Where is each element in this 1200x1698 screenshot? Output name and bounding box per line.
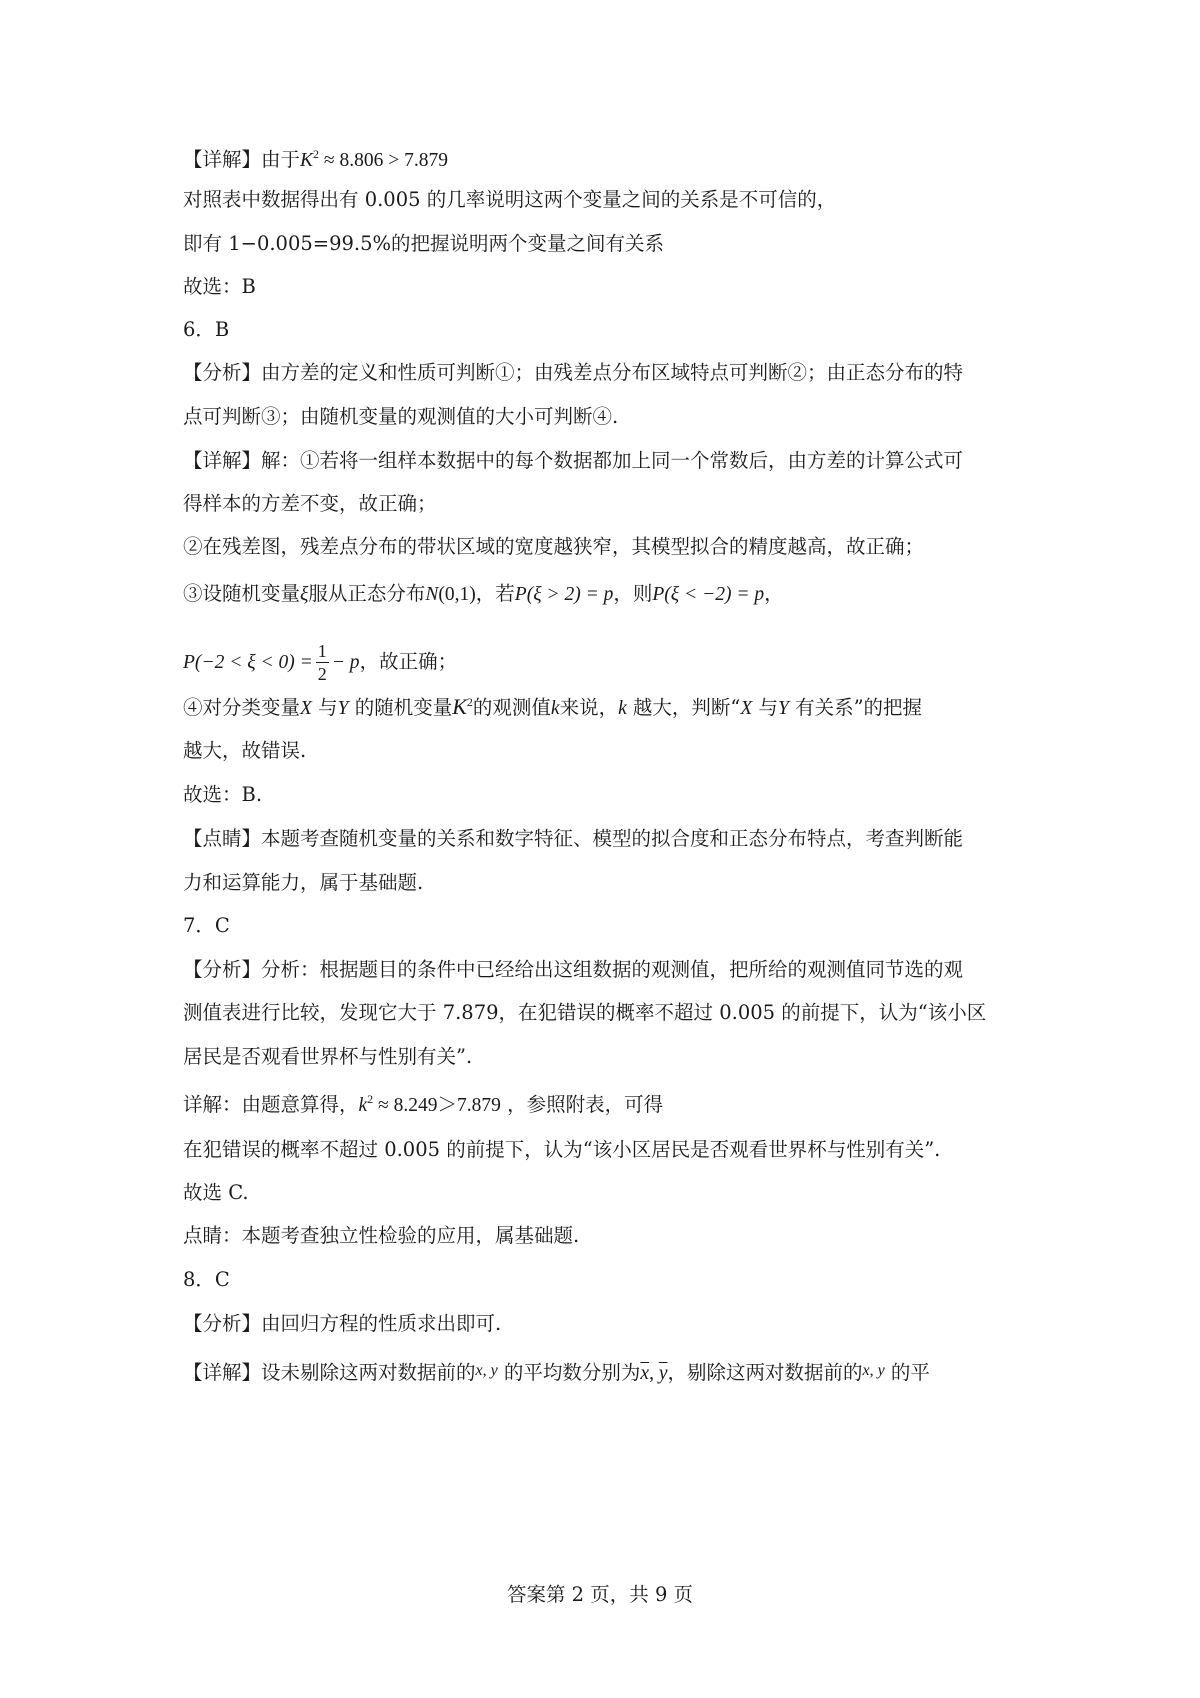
math-symbol: k xyxy=(618,698,627,719)
text-line: 故选：B xyxy=(183,275,256,298)
question-number: 8．C xyxy=(183,1268,230,1291)
text-line: 对照表中数据得出有 0.005 的几率说明这两个变量之间的关系是不可信的， xyxy=(183,188,837,211)
text-line xyxy=(183,1357,1043,1388)
text-line: 【分析】分析：根据题目的条件中已经给出这组数据的观测值，把所给的观测值同节选的观 xyxy=(183,958,964,981)
math-symbol: k xyxy=(358,1095,368,1116)
text-segment: 服从正态分布 xyxy=(308,582,426,605)
text-line: 故选：B. xyxy=(183,783,263,806)
text-segment: ， xyxy=(764,582,784,605)
math-expression: ≈ 8.806 > 7.879 xyxy=(319,150,448,171)
text-line: 得样本的方差不变，故正确； xyxy=(183,492,437,515)
text-segment: 的平均数分别为 xyxy=(497,1361,641,1384)
text-line: 【详解】解：①若将一组样本数据中的每个数据都加上同一个常数后，由方差的计算公式可 xyxy=(183,449,964,472)
text-segment: ，故正确； xyxy=(359,650,458,673)
text-line xyxy=(183,580,1043,609)
math-symbol: Y xyxy=(337,698,349,719)
text-segment: ③设随机变量 xyxy=(183,582,301,605)
text-segment: ，则 xyxy=(613,582,653,605)
text-line xyxy=(183,634,1043,691)
math-symbol: ξ xyxy=(300,584,309,605)
text-segment: ，参照附表，可得 xyxy=(500,1093,664,1116)
text-line: 居民是否观看世界杯与性别有关”. xyxy=(183,1045,473,1068)
text-line xyxy=(183,693,1043,723)
text-segment: 有关系”的把握 xyxy=(788,696,923,719)
page-footer: 答案第 2 页，共 9 页 xyxy=(506,1583,694,1606)
fraction-numerator: 1 xyxy=(317,641,327,661)
text-segment: 的平 xyxy=(884,1361,930,1384)
superscript: 2 xyxy=(313,147,320,161)
math-expression: x, y xyxy=(475,1362,498,1379)
math-expression: − p xyxy=(331,652,360,673)
math-symbol: X xyxy=(300,698,312,719)
superscript: 2 xyxy=(367,1092,374,1106)
math-symbol: K xyxy=(452,694,467,719)
math-expression: P(ξ < −2) = p xyxy=(652,584,765,605)
math-symbol: K xyxy=(300,150,314,171)
math-expression: x, y xyxy=(862,1362,885,1379)
text-line: 【点睛】本题考查随机变量的关系和数字特征、模型的拟合度和正态分布特点，考查判断能 xyxy=(183,827,964,850)
fraction xyxy=(316,640,329,685)
x-bar-symbol: $\overline{x}$ xyxy=(640,1363,650,1384)
text-line: 点睛：本题考查独立性检验的应用，属基础题. xyxy=(183,1224,580,1247)
text-line: ②在残差图，残差点分布的带状区域的宽度越狭窄，其模型拟合的精度越高，故正确； xyxy=(183,535,925,558)
math-symbol: N xyxy=(425,584,439,605)
text-line: 越大，故错误. xyxy=(183,739,307,762)
question-number: 7．C xyxy=(183,914,230,937)
text-segment: 的随机变量 xyxy=(348,696,453,719)
text-line xyxy=(183,1091,1043,1120)
text-line: 即有 1−0.005=99.5%的把握说明两个变量之间有关系 xyxy=(183,232,665,255)
y-bar-symbol: $\overline{y}$ xyxy=(658,1363,668,1384)
math-expression: P(ξ > 2) = p xyxy=(514,584,614,605)
question-number: 6．B xyxy=(183,318,230,341)
text-line: 力和运算能力，属于基础题. xyxy=(183,871,424,894)
text-line: 【分析】由方差的定义和性质可判断①；由残差点分布区域特点可判断②；由正态分布的特 xyxy=(183,361,964,384)
text-segment: ，若 xyxy=(475,582,515,605)
text-segment: ④对分类变量 xyxy=(183,696,301,719)
text-segment: 与 xyxy=(311,696,338,719)
math-symbol: X xyxy=(740,698,753,719)
text-line: 点可判断③；由随机变量的观测值的大小可判断④. xyxy=(183,405,619,428)
text-line xyxy=(183,146,1043,175)
text-segment: 【详解】由于 xyxy=(183,148,301,171)
text-line: 在犯错误的概率不超过 0.005 的前提下，认为“该小区居民是否观看世界杯与性别有关”. xyxy=(183,1138,941,1161)
math-expression: (0,1) xyxy=(438,584,476,605)
math-symbol: Y xyxy=(778,698,789,719)
text-line: 测值表进行比较，发现它大于 7.879，在犯错误的概率不超过 0.005 的前提下，认为“该小区 xyxy=(183,1001,987,1024)
superscript: 2 xyxy=(466,695,473,709)
math-symbol: k xyxy=(550,698,560,719)
text-line: 【分析】由回归方程的性质求出即可. xyxy=(183,1312,502,1335)
text-segment: 详解：由题意算得， xyxy=(183,1093,359,1116)
text-segment: 的观测值 xyxy=(472,696,551,719)
math-expression: , xyxy=(649,1363,659,1384)
fraction-denominator: 2 xyxy=(317,664,327,684)
math-expression: P(−2 < ξ < 0) = xyxy=(183,652,313,673)
math-expression: ≈ 8.249＞7.879 xyxy=(373,1095,501,1116)
text-line: 故选 C. xyxy=(183,1181,249,1204)
text-segment: 与 xyxy=(752,696,779,719)
text-segment: ，剔除这两对数据前的 xyxy=(667,1361,863,1384)
text-segment: 来说， xyxy=(559,696,619,719)
text-segment: 越大，判断“ xyxy=(626,696,741,719)
text-segment: 【详解】设未剔除这两对数据前的 xyxy=(183,1361,476,1384)
